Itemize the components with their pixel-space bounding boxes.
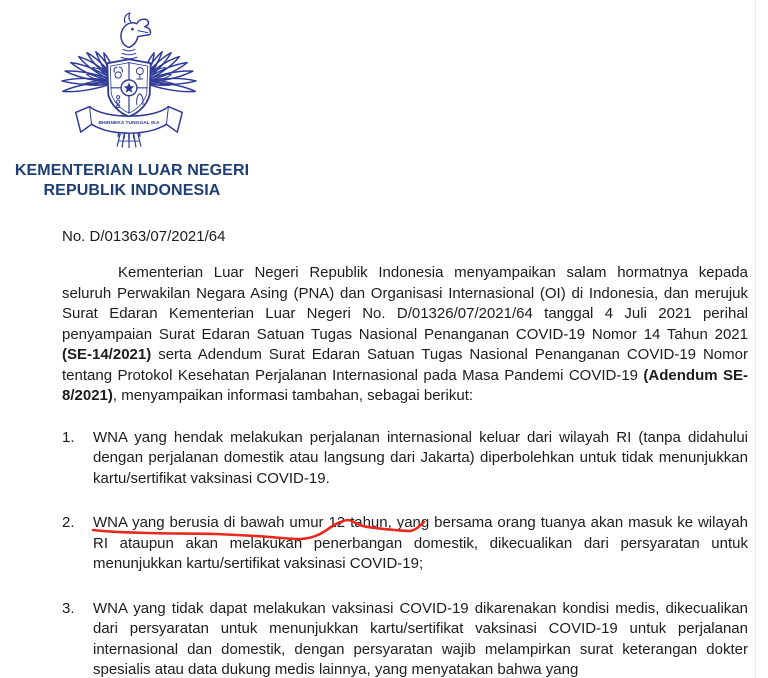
letterhead — [2, 161, 262, 201]
eagle-eye — [131, 28, 134, 31]
garuda-pancasila-emblem — [60, 5, 198, 148]
list-item-2-text — [93, 513, 748, 575]
list-item-3-number: 3. — [62, 599, 75, 617]
letter-body — [62, 263, 748, 678]
list-item-2-number: 2. — [62, 514, 75, 531]
ministry-name-line2: REPUBLIK INDONESIA — [43, 182, 221, 199]
ministry-name-line1: KEMENTERIAN LUAR NEGERI — [14, 162, 250, 179]
list-item-1-number: 1. — [62, 428, 75, 446]
list-item-1 — [62, 428, 748, 490]
list-item-2-text-content: WNA yang berusia di bawah umur 12 tahun, yang bersama orang tuanya akan masuk ke wilayah RI ataupun akan melakukan penerbangan domestik, dikecualikan dari persyaratan untuk menunjukkan kartu/sertifikat vaksinasi COVID-19; — [93, 514, 748, 572]
list-item-3-text: WNA yang tidak dapat melakukan vaksinasi COVID-19 dikarenakan kondisi medis, dikecualikan dari persyaratan untuk menunjukkan kartu/sertifikat vaksinasi COVID-19 untuk perjalanan internasional dan domestik, dengan persyaratan wajib melampirkan surat keterangan dokter spesialis atau data dukung medis lainnya, yang menyatakan bahwa yang — [93, 599, 748, 678]
list-item-1-text: WNA yang hendak melakukan perjalanan internasional keluar dari wilayah RI (tanpa didahului dengan perjalanan domestik atau langsung dari Jakarta) diperbolehkan untuk tidak menunjukkan kartu/sertifikat vaksinasi COVID-19. — [93, 428, 748, 487]
eagle-head — [121, 13, 150, 48]
numbered-list — [62, 428, 748, 678]
page-edge-divider — [755, 0, 756, 678]
emblem-motto-text: BHINNEKA TUNGGAL IKA — [98, 120, 160, 126]
list-item-3 — [62, 599, 748, 678]
intro-paragraph: Kementerian Luar Negeri Republik Indonesia menyampaikan salam hormatnya kepada seluruh Perwakilan Negara Asing (PNA) dan Organisasi Internasional (OI) di Indonesia, dan merujuk Surat Edaran Kementerian Luar Negeri No. D/01326/07/2021/64 tanggal 4 Juli 2021 perihal penyampaian Surat Edaran Satuan Tugas Nasional Penanganan COVID-19 Nomor 14 Tahun 2021 (SE-14/2021) serta Adendum Surat Edaran Satuan Tugas Nasional Penanganan COVID-19 Nomor tentang Protokol Kesehatan Perjalanan Internasional pada Masa Pandemi COVID-19 (Adendum SE-8/2021), menyampaikan informasi tambahan, sebagai berikut: — [62, 264, 748, 404]
list-item-2 — [62, 513, 748, 575]
letter-number: No. D/01363/07/2021/64 — [62, 228, 226, 245]
